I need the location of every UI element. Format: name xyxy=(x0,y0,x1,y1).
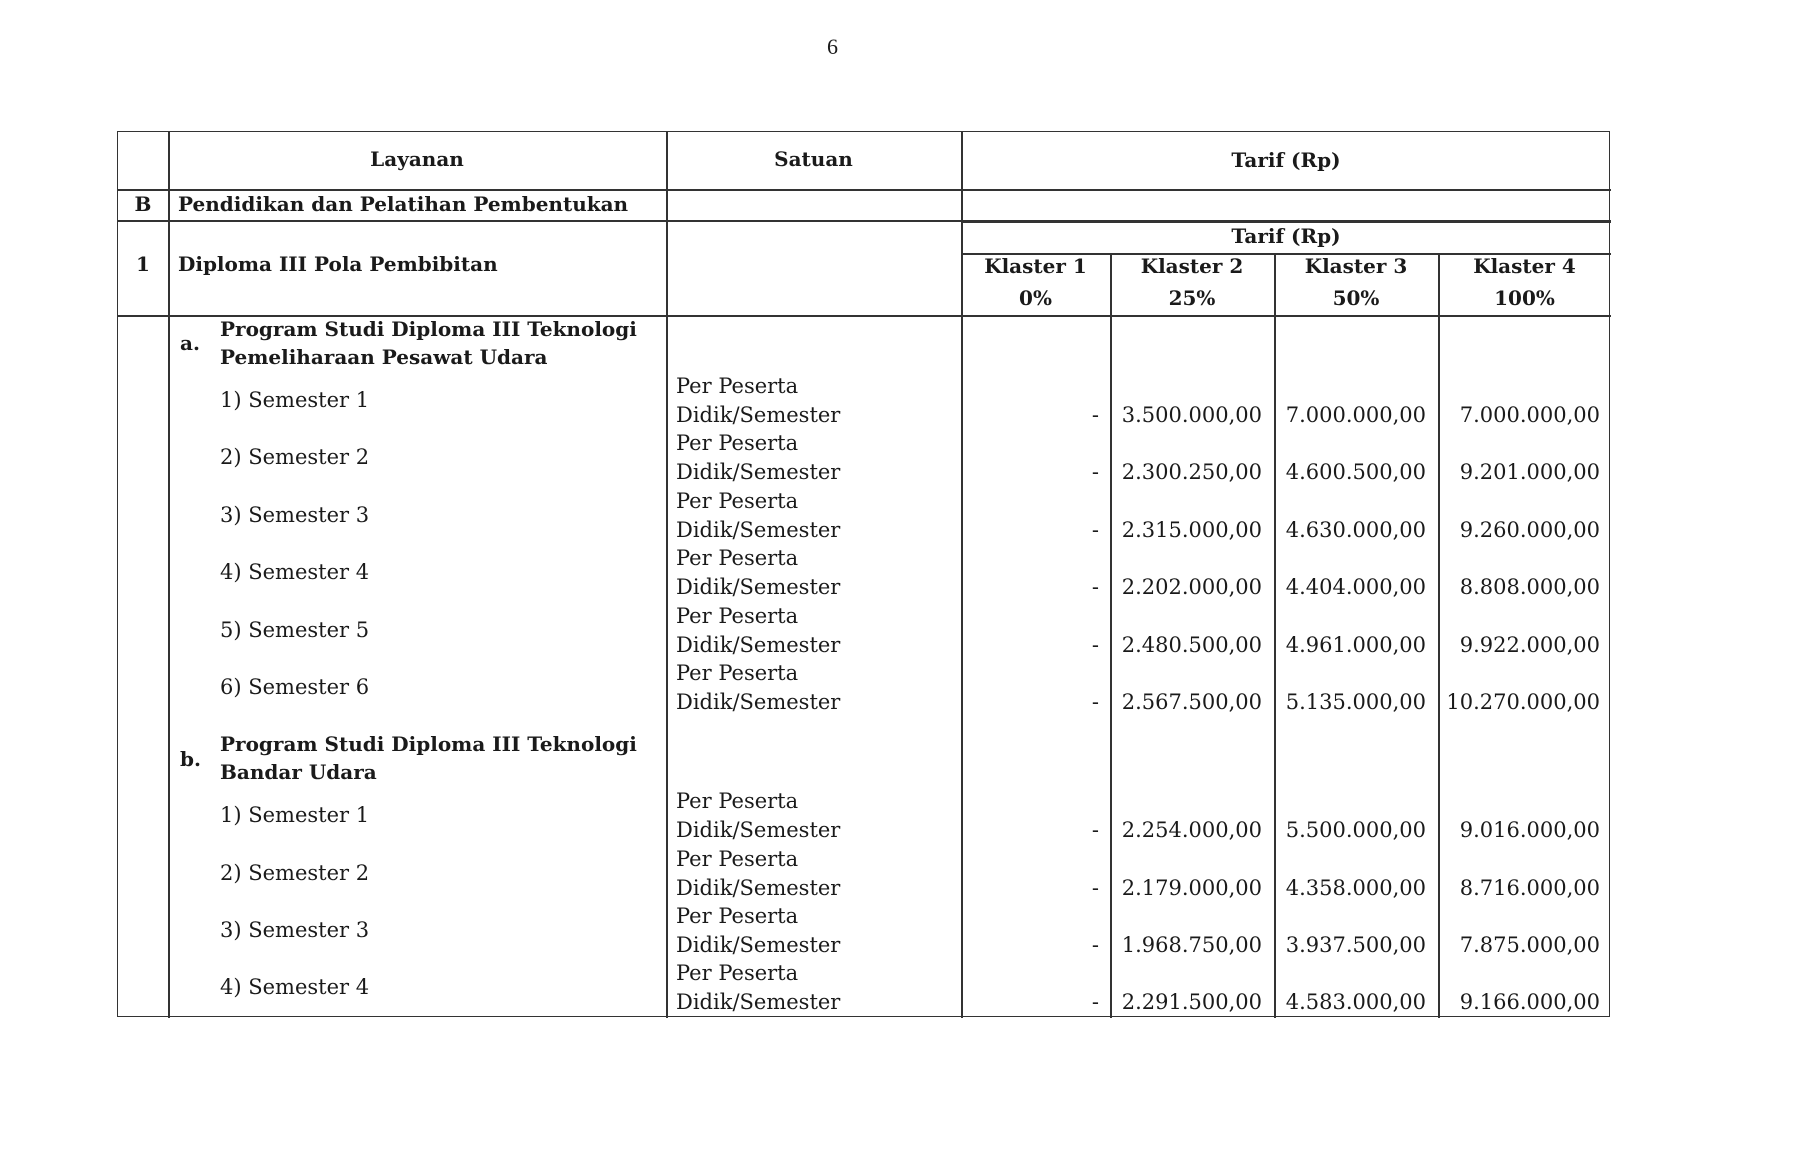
row-unit-line2: Didik/Semester xyxy=(676,818,841,842)
col-divider xyxy=(168,132,170,1018)
row-klaster-4: 9.260.000,00 xyxy=(1459,518,1600,542)
row-klaster-2: 2.254.000,00 xyxy=(1121,818,1262,842)
row-klaster-3: 5.500.000,00 xyxy=(1285,818,1426,842)
row-klaster-2: 2.300.250,00 xyxy=(1121,460,1262,484)
row-unit-line2: Didik/Semester xyxy=(676,403,841,427)
row-klaster-1: - xyxy=(1091,876,1099,900)
program-letter: b. xyxy=(180,747,201,771)
section-title: Pendidikan dan Pelatihan Pembentukan xyxy=(178,192,629,216)
row-unit-line1: Per Peserta xyxy=(676,546,799,570)
row-label: 1) Semester 1 xyxy=(220,803,370,827)
row-klaster-2: 2.567.500,00 xyxy=(1121,690,1262,714)
row-label: 4) Semester 4 xyxy=(220,560,370,584)
row-klaster-1: - xyxy=(1091,690,1099,714)
program-title-line1: Program Studi Diploma III Teknologi xyxy=(220,732,637,756)
cluster-3-pct: 50% xyxy=(1332,286,1380,310)
header-satuan: Satuan xyxy=(774,147,853,171)
row-klaster-3: 4.600.500,00 xyxy=(1285,460,1426,484)
row-unit-line1: Per Peserta xyxy=(676,431,799,455)
row-unit-line1: Per Peserta xyxy=(676,374,799,398)
row-klaster-3: 4.630.000,00 xyxy=(1285,518,1426,542)
row-klaster-4: 7.000.000,00 xyxy=(1459,403,1600,427)
subsection-title: Diploma III Pola Pembibitan xyxy=(178,252,498,276)
row-label: 3) Semester 3 xyxy=(220,918,370,942)
section-letter: B xyxy=(134,192,152,216)
row-unit-line2: Didik/Semester xyxy=(676,990,841,1014)
row-unit-line2: Didik/Semester xyxy=(676,460,841,484)
cluster-3-name: Klaster 3 xyxy=(1304,254,1408,278)
row-label: 3) Semester 3 xyxy=(220,503,370,527)
tariff-table xyxy=(117,131,1610,1017)
row-klaster-2: 2.480.500,00 xyxy=(1121,633,1262,657)
row-klaster-4: 9.166.000,00 xyxy=(1459,990,1600,1014)
row-klaster-3: 7.000.000,00 xyxy=(1285,403,1426,427)
col-divider xyxy=(666,132,668,1018)
cluster-2-name: Klaster 2 xyxy=(1140,254,1244,278)
row-klaster-3: 4.961.000,00 xyxy=(1285,633,1426,657)
subsection-tarif-label: Tarif (Rp) xyxy=(1231,224,1341,248)
cluster-4-pct: 100% xyxy=(1494,286,1555,310)
row-unit-line1: Per Peserta xyxy=(676,661,799,685)
row-klaster-1: - xyxy=(1091,633,1099,657)
row-klaster-2: 1.968.750,00 xyxy=(1121,933,1262,957)
row-klaster-2: 2.291.500,00 xyxy=(1121,990,1262,1014)
header-tarif: Tarif (Rp) xyxy=(1231,148,1341,172)
row-label: 1) Semester 1 xyxy=(220,388,370,412)
program-title-line2: Bandar Udara xyxy=(220,760,377,784)
row-unit-line2: Didik/Semester xyxy=(676,933,841,957)
row-klaster-1: - xyxy=(1091,518,1099,542)
row-label: 5) Semester 5 xyxy=(220,618,370,642)
cluster-4-name: Klaster 4 xyxy=(1473,254,1576,278)
row-klaster-2: 2.315.000,00 xyxy=(1121,518,1262,542)
row-label: 2) Semester 2 xyxy=(220,861,370,885)
row-klaster-4: 8.716.000,00 xyxy=(1459,876,1600,900)
page-number: 6 xyxy=(827,34,838,59)
row-unit-line2: Didik/Semester xyxy=(676,633,841,657)
row-klaster-1: - xyxy=(1091,818,1099,842)
cluster-2-pct: 25% xyxy=(1168,286,1216,310)
cluster-1-pct: 0% xyxy=(1019,286,1052,310)
row-klaster-4: 10.270.000,00 xyxy=(1446,690,1600,714)
row-unit-line2: Didik/Semester xyxy=(676,690,841,714)
row-klaster-3: 4.404.000,00 xyxy=(1285,575,1426,599)
row-klaster-4: 8.808.000,00 xyxy=(1459,575,1600,599)
row-klaster-2: 3.500.000,00 xyxy=(1121,403,1262,427)
program-title-line1: Program Studi Diploma III Teknologi xyxy=(220,317,637,341)
subsection-number: 1 xyxy=(136,252,150,276)
row-klaster-3: 5.135.000,00 xyxy=(1285,690,1426,714)
row-unit-line1: Per Peserta xyxy=(676,961,799,985)
row-unit-line1: Per Peserta xyxy=(676,847,799,871)
row-klaster-4: 7.875.000,00 xyxy=(1459,933,1600,957)
row-klaster-3: 4.583.000,00 xyxy=(1285,990,1426,1014)
row-klaster-3: 3.937.500,00 xyxy=(1285,933,1426,957)
row-unit-line2: Didik/Semester xyxy=(676,518,841,542)
row-unit-line1: Per Peserta xyxy=(676,489,799,513)
row-klaster-1: - xyxy=(1091,460,1099,484)
row-unit-line2: Didik/Semester xyxy=(676,575,841,599)
row-unit-line1: Per Peserta xyxy=(676,789,799,813)
row-klaster-3: 4.358.000,00 xyxy=(1285,876,1426,900)
row-label: 6) Semester 6 xyxy=(220,675,370,699)
cluster-1-name: Klaster 1 xyxy=(984,254,1087,278)
row-klaster-1: - xyxy=(1091,933,1099,957)
row-unit-line1: Per Peserta xyxy=(676,604,799,628)
row-divider xyxy=(118,189,1611,191)
row-klaster-4: 9.201.000,00 xyxy=(1459,460,1600,484)
row-label: 2) Semester 2 xyxy=(220,445,370,469)
row-unit-line2: Didik/Semester xyxy=(676,876,841,900)
row-unit-line1: Per Peserta xyxy=(676,904,799,928)
program-title-line2: Pemeliharaan Pesawat Udara xyxy=(220,345,548,369)
row-klaster-2: 2.202.000,00 xyxy=(1121,575,1262,599)
row-klaster-1: - xyxy=(1091,990,1099,1014)
row-klaster-4: 9.922.000,00 xyxy=(1459,633,1600,657)
row-label: 4) Semester 4 xyxy=(220,975,370,999)
row-klaster-1: - xyxy=(1091,575,1099,599)
row-klaster-4: 9.016.000,00 xyxy=(1459,818,1600,842)
row-klaster-2: 2.179.000,00 xyxy=(1121,876,1262,900)
program-letter: a. xyxy=(180,331,200,355)
row-divider xyxy=(961,221,1611,223)
row-klaster-1: - xyxy=(1091,403,1099,427)
header-layanan: Layanan xyxy=(370,147,464,171)
